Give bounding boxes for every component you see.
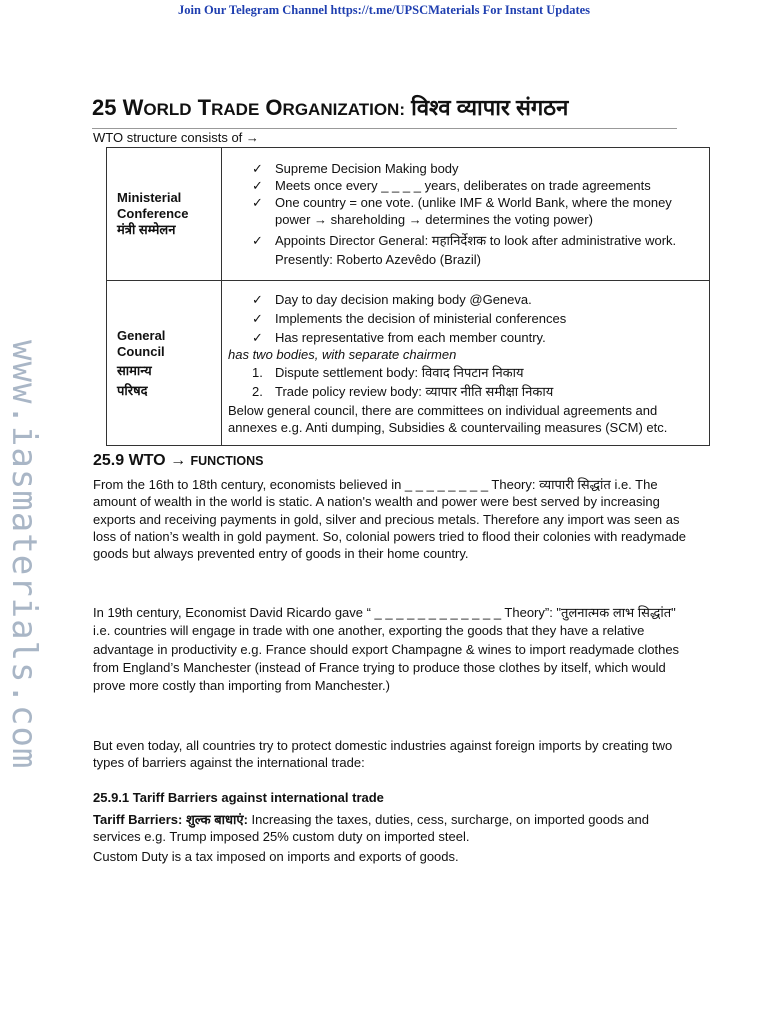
ministerial-content-cell	[222, 148, 710, 281]
general-council-label-cell: General Council सामान्य परिषद	[107, 281, 222, 446]
list-item: ✓ Has representative from each member country.	[252, 328, 703, 347]
general-council-bodies	[228, 363, 703, 401]
list-item: ✓ Meets once every _ _ _ _ years, deliberates on trade agreements	[252, 177, 703, 194]
list-item: ✓ Implements the decision of ministerial conferences	[252, 309, 703, 328]
ministerial-label-cell: Ministerial Conference मंत्री सम्मेलन	[107, 148, 222, 281]
chapter-number: 25	[92, 95, 117, 120]
list-item: 1. Dispute settlement body: विवाद निपटान निकाय	[252, 365, 524, 380]
subsection-heading: 25.9.1 Tariff Barriers against international trade	[93, 790, 384, 805]
general-council-content-cell	[222, 281, 710, 446]
table-row-general-council	[107, 281, 710, 446]
list-item: ✓ One country = one vote. (unlike IMF & World Bank, where the money power → shareholding → determines the voting power)	[252, 194, 703, 228]
watermark: www.iasmaterials.com	[4, 340, 44, 770]
telegram-banner: Join Our Telegram Channel https://t.me/UPSCMaterials For Instant Updates	[177, 3, 591, 17]
tariff-label: Tariff Barriers: शुल्क बाधाएं:	[93, 812, 248, 827]
list-item: ✓ Day to day decision making body @Geneva.	[252, 290, 703, 309]
barriers-paragraph: But even today, all countries try to protect domestic industries against foreign imports by creating two types of barriers against the international trade:	[93, 738, 673, 771]
list-item: 2. Trade policy review body: व्यापार नीति समीक्षा निकाय	[252, 384, 554, 399]
title-hindi: विश्व व्यापार संगठन	[411, 95, 569, 120]
list-item: ✓ Appoints Director General: महानिर्देशक to look after administrative work. Presently: Roberto Azevêdo (Brazil)	[252, 231, 703, 269]
committees-text: Below general council, there are committees on individual agreements and annexes e.g. Anti dumping, Subsidies & countervailing measures (SCM) etc.	[228, 403, 668, 435]
ministerial-points	[228, 160, 703, 269]
section-heading: 25.9 WTO → FUNCTIONS	[93, 452, 264, 469]
tariff-paragraph: Tariff Barriers: शुल्क बाधाएं: Increasing the taxes, duties, cess, surcharge, on imported goods and services e.g. Trump imposed 25% custom duty on imported steel.	[93, 812, 650, 845]
list-item: ✓ Supreme Decision Making body	[252, 160, 703, 177]
comparative-advantage-paragraph: In 19th century, Economist David Ricardo gave “ _ _ _ _ _ _ _ _ _ _ _ _ Theory”: "तुलनात्मक लाभ सिद्धांत" i.e. countries will engage in trade with one another, exporting the goods that they have a relative advantage in productivity e.g. France should export Champagne & wines to import readymade clothes from England’s Manchester (instead of France trying to produce those clothes by itself, which would prove more costly than importing from Manchester.)	[93, 605, 680, 694]
title-divider	[92, 128, 677, 129]
intro-text: WTO structure consists of →	[93, 130, 259, 145]
general-council-points	[228, 290, 703, 347]
bodies-note: has two bodies, with separate chairmen	[228, 347, 457, 362]
mercantilism-paragraph: From the 16th to 18th century, economists believed in _ _ _ _ _ _ _ _ Theory: व्यापारी सिद्धांत i.e. The amount of wealth in the world is static. A nation's wealth and power were best served by increasing exports and receiving payments in gold, silver and precious metals. Therefore any import was seen as loss of nation’s wealth in gold payment. So, colonial powers tried to flood their colonies with readymade goods but always prevented entry of goods in their home country.	[93, 477, 687, 562]
custom-duty-text: Custom Duty is a tax imposed on imports and exports of goods.	[93, 849, 459, 864]
wto-structure-table	[106, 147, 710, 446]
page-title: 25 WORLD TRADE ORGANIZATION: विश्व व्यापार संगठन	[92, 95, 569, 120]
table-row-ministerial	[107, 148, 710, 281]
